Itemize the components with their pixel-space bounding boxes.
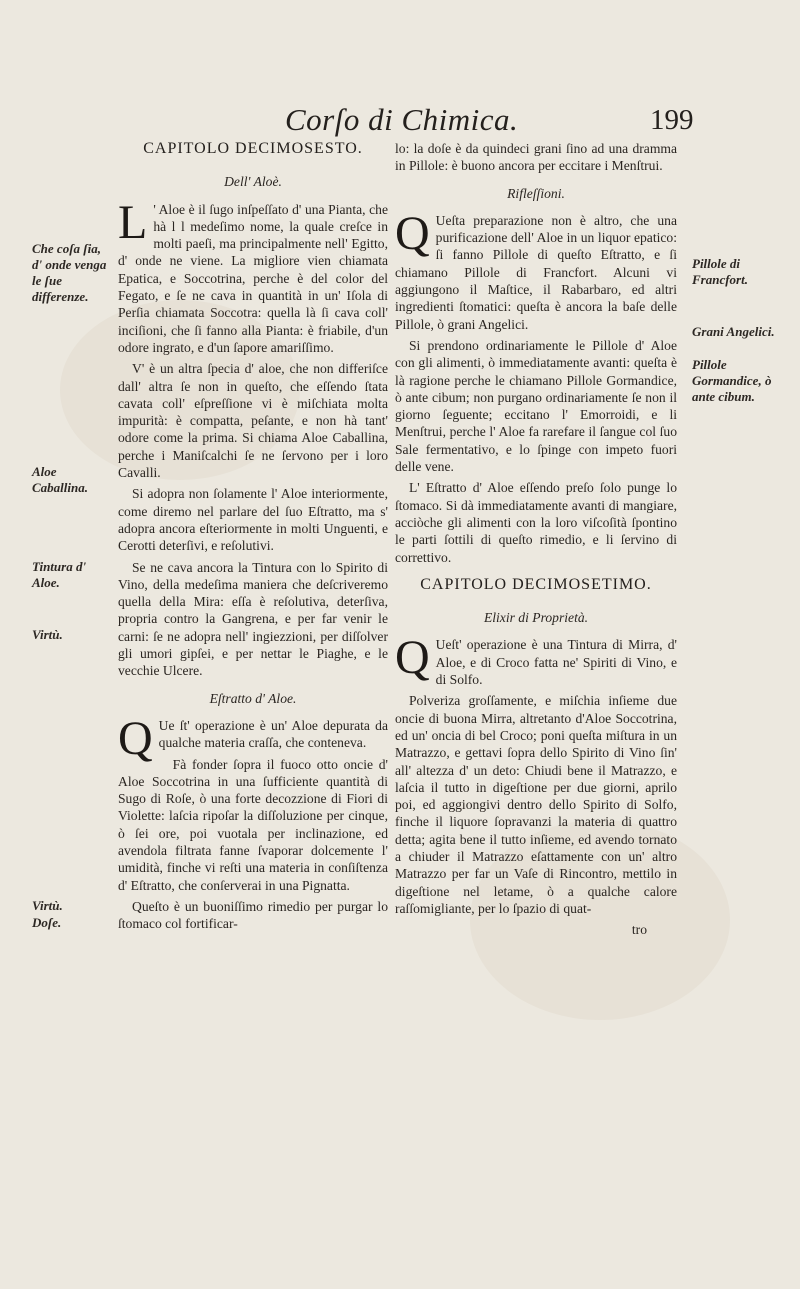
paragraph: [118, 195, 388, 357]
margin-note-grani-angelici: Grani Angelici.: [692, 323, 775, 339]
chapter-subtitle: Elixir di Proprietà.: [483, 610, 589, 626]
paragraph: Polveriza groſſamente, e miſchia inſieme due oncie di buona Mirra, altretanto d'Aloe Soccotrina, ed un' oncia di bel Croco; poni queſta miſtura in un Matrazzo, e gettavi ſopra dello Spirito di Vino ſin' all' altezza d' un deto: Chiudi bene il Matrazzo, e laſcia il tutto in digeſtione per due giorni, aprilo poi, ed aggiongivi dentro dello Spirito di Solfo, finche il liquore ſopravanzi la materia di quattro detta; agita bene il tutto inſieme, ed avendo tornato a chiuder il Matrazzo eſattamente con un' altro Matrazzo per far un Vaſe di Rincontro, mettilo in digeſtione nel letame, ò a qualche calore raſſomigliante, per lo ſpazio di quat-: [395, 693, 677, 916]
paragraph-block: [32, 898, 387, 933]
paragraph: Fà fonder ſopra il fuoco otto oncie d' Aloe Soccotrina in una ſufficiente quantità di Sugo di Roſe, ò una forte decozzione di Fiori di Violette: laſcia ripoſar la diſſoluzione per cinque, ò ſei ore, poi vuotala per inclinazione, ed avendola filtrata fanne ſvaporar dolcemente l' umidità, finche vi reſti una materia in conſiſtenza d' Eſtratto, che conſerverai in una Pignatta.: [118, 756, 388, 893]
drop-cap: Q: [118, 711, 153, 765]
paragraph-text: Ue ſt' operazione è un' Aloe depurata da qualche materia craſſa, che conteneva.: [158, 717, 388, 751]
page-number: 199: [650, 104, 694, 136]
paragraph: Queſto è un buoniſſimo rimedio per purgar lo ſtomaco col fortificar-: [118, 898, 388, 932]
paragraph-block: [390, 337, 800, 475]
paragraph: Si adopra non ſolamente l' Aloe interiormente, come diremo nel parlare del ſuo Eſtratto, ma s' adopra ancora eſteriormente in molti Unguenti, e Cerotti deterſivi, e reſolutivi.: [118, 486, 388, 554]
paragraph-block: [32, 756, 387, 894]
paragraph: Si prendono ordinariamente le Pillole d' Aloe con gli alimenti, ò immediatamente avanti: queſta è là ragione perche le chiamano Pillole Gormandice, ò ante cibum; non purgano ordinariamente ſe non il giorno ſeguente; eccitano l' Emorroidi, e li Menſtrui, perche l' Aloe fa rarefare il ſangue col ſuo Sale fermentativo, e lo ſpinge con impeto fuori delle vene.: [395, 337, 677, 475]
catchword: tro: [631, 922, 647, 938]
chapter-title: CAPITOLO DECIMOSETIMO.: [420, 575, 652, 593]
paragraph: V' è un altra ſpecia d' aloe, che non differiſce dall' altra ſe non in queſto, che eſſendo ſtata cavata coll' eſpreſſione vi è miſchiata molta impurità: è compatta, peſante, e non hà tant' odore come la prima. Si chiama Aloe Caballina, perche i Maniſcalchi ſe ne ſervono per i loro Cavalli.: [118, 361, 388, 481]
paragraph-block: [32, 485, 387, 554]
paragraph-block: [390, 479, 800, 565]
chapter-title: CAPITOLO DECIMOSESTO.: [143, 140, 363, 157]
running-title: Corſo di Chimica.: [285, 102, 519, 137]
margin-note-virtu: Virtù.: [32, 626, 63, 642]
paragraph-text: ' Aloe è il ſugo inſpeſſato d' una Pianta, che hà l l medeſimo nome, la quale creſce in molti paeſi, ma principalmente nell' Egitto, d' onde ne viene. La migliore vien chiamata Epatica, e Soccotrina, perche è del color del Fegato, e ſe ne cava in quantità in un' Iſola di Perſia chiamata Soccotra: quella là ſi cava coll' inciſioni, che ſi fanno alla Pianta: è friabile, d'un odore ingrato, e d'un ſapore amariſſimo.: [118, 201, 388, 355]
margin-note-pillole-gormandice: Pillole Gormandice, ò ante cibum.: [692, 356, 772, 404]
paragraph: Se ne cava ancora la Tintura con lo Spirito di Vino, della medeſima maniera che deſcriveremo quella della Mira: eſſa è reſolutiva, deterſiva, propria contro la Gangrena, e per far venir le carni: ſe ne adopra nell' ingiezzioni, per diſſolver gli umori gipſei, e per nettar le Piaghe, e le vecchie Ulcere.: [118, 559, 388, 679]
paragraph-block: [390, 206, 800, 339]
margin-note-che-cosa: Che coſa ſia, d' onde venga le ſue differenze.: [32, 240, 107, 304]
paragraph-text: Ueſt' operazione è una Tintura di Mirra, d' Aloe, e di Croco fatta ne' Spiriti di Vino, e di Solfo.: [435, 637, 677, 688]
paragraph: [395, 631, 677, 688]
section-title: Eſtratto d' Aloe.: [209, 690, 297, 706]
page-header: [0, 102, 800, 142]
paragraph: lo: la doſe è da quindeci grani ſino ad una dramma in Pillole: è buono ancora per eccitare i Menſtrui.: [395, 141, 677, 174]
drop-cap: L: [118, 195, 148, 249]
drop-cap: Q: [395, 206, 430, 260]
paragraph-block: [390, 692, 800, 938]
paragraph-block: [32, 195, 388, 357]
left-column: [32, 140, 387, 936]
paragraph-block: [32, 711, 388, 765]
paragraph-text: Ueſta preparazione non è altro, che una purificazione dell' Aloe in un liquor epatico: ſi fanno Pillole di queſto Eſtratto, e ſi chiamano Pillole di Francfort. Alcuni vi aggiungono il Maſtice, il Rabarbaro, ed altri ingredienti ſtomatici: queſta è ancora la baſe delle Pillole, ò grani Angelici.: [395, 212, 677, 332]
paragraph: [118, 711, 388, 765]
section-title: Rifleſſioni.: [507, 185, 565, 201]
margin-note-tintura: Tintura d' Aloe.: [32, 558, 87, 590]
right-column: [390, 140, 800, 938]
margin-note-aloe-caballina: Aloe Caballina.: [32, 464, 88, 496]
paragraph-block: [390, 631, 800, 688]
margin-note-pillole-francfort: Pillole di Francfort.: [692, 255, 748, 287]
paragraph-block: [32, 360, 388, 496]
paragraph: [395, 206, 677, 333]
drop-cap: Q: [395, 631, 430, 685]
paragraph: L' Eſtratto d' Aloe eſſendo preſo ſolo punge lo ſtomaco. Si dà immediatamente avanti di mangiare, acciòche gli alimenti con la loro viſcoſità ſpontino le parti ſottili di queſto rimedio, e li ſervino di correttivo.: [395, 480, 677, 565]
margin-note-dose: Doſe.: [32, 914, 62, 930]
chapter-subtitle: Dell' Aloè.: [224, 174, 282, 190]
paragraph-block: [32, 559, 387, 680]
margin-note-virtu: Virtù.: [32, 897, 63, 913]
